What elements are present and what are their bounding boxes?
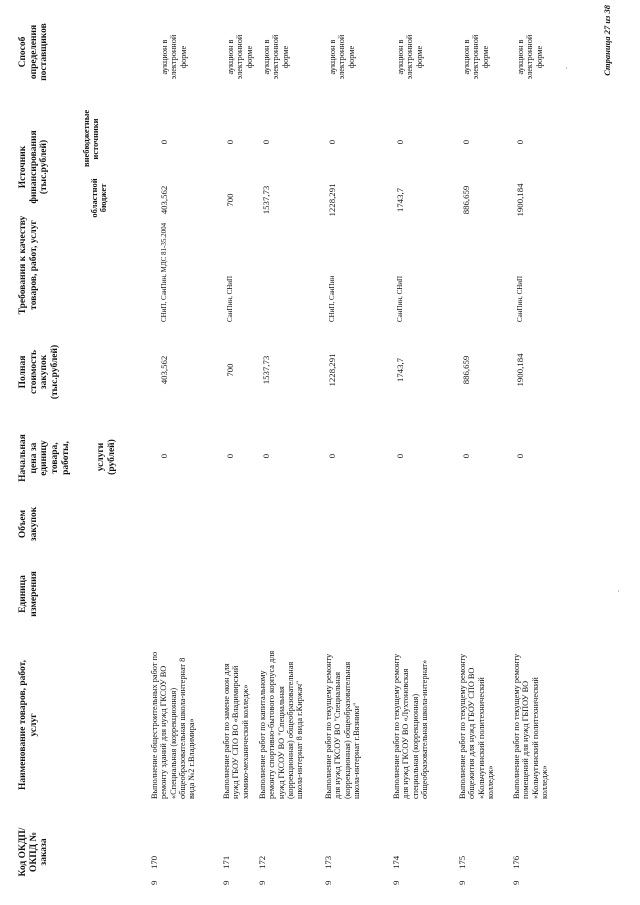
row-170-code: 9 xyxy=(149,880,159,885)
row-173-code: 9 xyxy=(323,880,333,885)
row-174-name: Выполнение работ по текущему ремонту для нужд ГКСОУ ВО «Лухтоновская специальная (коррекционная) общеобразовательная школа-интернат» xyxy=(392,653,429,799)
row-174-extra: 0 xyxy=(395,139,405,145)
row-176-full: 1900,184 xyxy=(515,353,525,387)
row-176-regional: 1900,184 xyxy=(515,183,525,217)
row-171-requirements: СанПин, СНиП xyxy=(226,275,234,322)
row-170-price: 0 xyxy=(159,453,169,459)
row-171-name: Выполнение работ по замене окон для нужд ГБОУ СПО ВО «Владимирский химико-механический колледж» xyxy=(222,663,250,799)
row-175-code: 9 xyxy=(457,880,467,885)
row-174-method: аукцион в электронной форме xyxy=(396,34,424,80)
row-176-extra: 0 xyxy=(515,139,525,145)
row-172-code: 9 xyxy=(257,880,267,885)
row-171-full: 700 xyxy=(225,363,235,377)
row-173-regional: 1228,291 xyxy=(327,183,337,217)
header-source-extra: внебюджетные источники xyxy=(81,109,101,167)
row-172-regional: 1537,73 xyxy=(261,185,271,215)
row-172-number: 172 xyxy=(257,855,267,869)
row-172-extra: 0 xyxy=(261,139,271,145)
row-174-requirements: СанПин, СНиП xyxy=(396,275,404,322)
row-173-price: 0 xyxy=(327,453,337,459)
header-initial-price-unit: услуги (рублей) xyxy=(96,439,117,475)
row-171-regional: 700 xyxy=(225,193,235,207)
row-174-code: 9 xyxy=(391,880,401,885)
row-172-method: аукцион в электронной форме xyxy=(262,34,290,80)
row-174-regional: 1743,7 xyxy=(395,187,405,213)
row-175-price: 0 xyxy=(461,453,471,459)
scan-mark: . xyxy=(560,67,569,69)
row-174-price: 0 xyxy=(395,453,405,459)
row-173-name: Выполнение работ по текущему ремонту для нужд ГКСОУ ВО "Специальная (коррекционная) общеобразовательная школа-интернат г.Вязники" xyxy=(324,653,361,799)
row-170-number: 170 xyxy=(149,855,159,869)
row-171-price: 0 xyxy=(225,453,235,459)
row-173-requirements: СНиП, СанПин xyxy=(328,275,336,322)
header-name: Наименование товаров, работ, услуг xyxy=(18,660,39,790)
header-source-regional: областной бюджет xyxy=(89,178,109,218)
row-175-regional: 886,659 xyxy=(461,185,471,215)
header-method: Способ определения поставщиков xyxy=(18,23,50,81)
row-170-requirements: СНиП, СанПин, МДС 81-35.2004 xyxy=(160,222,168,322)
row-176-method: аукцион в электронной форме xyxy=(516,34,544,80)
row-176-price: 0 xyxy=(515,453,525,459)
page-footer: Страница 27 из 38 xyxy=(602,5,612,76)
row-176-requirements: СанПин, СНиП xyxy=(516,275,524,322)
row-173-method: аукцион в электронной форме xyxy=(328,34,356,80)
row-170-method: аукцион в электронной форме xyxy=(160,34,188,80)
row-176-code: 9 xyxy=(511,880,521,885)
row-173-extra: 0 xyxy=(327,139,337,145)
header-source: Источник финансирования (тыс.рублей) xyxy=(18,130,50,204)
scan-mark: . xyxy=(612,590,621,592)
row-175-number: 175 xyxy=(457,855,467,869)
row-170-name: Выполнение общестроительных работ по ремонту зданий для нужд ГКСОУ ВО «Специальная (коррекционная) общеобразовательная школа-интернат 8 вида №2 г.Владимира» xyxy=(150,651,197,799)
header-initial-price: Начальная цена за единицу товара, работы, xyxy=(18,434,71,482)
header-code: Код ОКДП/ ОКПД № заказа xyxy=(18,827,50,877)
header-volume: Объем закупок xyxy=(18,506,39,542)
row-173-full: 1228,291 xyxy=(327,353,337,387)
row-174-full: 1743,7 xyxy=(395,357,405,383)
row-171-number: 171 xyxy=(221,855,231,869)
row-172-price: 0 xyxy=(261,453,271,459)
header-full-cost: Полная стоимость закупок (тыс.рублей) xyxy=(18,344,60,400)
row-172-name: Выполнение работ по капитальному ремонту спортивно-бытового корпуса для нужд ГКСОУ ВО "Специальная (коррекционная) общеобразовательная школа-интернат 8 вида г.Киржач" xyxy=(258,650,305,799)
row-170-full: 403,562 xyxy=(159,355,169,385)
row-171-method: аукцион в электронной форме xyxy=(226,34,254,80)
header-unit: Единица измерения xyxy=(18,571,39,617)
row-174-number: 174 xyxy=(391,855,401,869)
row-175-full: 886,659 xyxy=(461,355,471,385)
header-requirements: Требования к качеству товаров, работ, услуг xyxy=(18,215,39,315)
row-176-number: 176 xyxy=(511,855,521,869)
row-175-extra: 0 xyxy=(461,139,471,145)
row-172-full: 1537,73 xyxy=(261,355,271,385)
row-176-name: Выполнение работ по текущему ремонту помещений для нужд ГБПОУ ВО «Кольчугинский политехнический колледж» xyxy=(512,653,549,799)
row-170-extra: 0 xyxy=(159,139,169,145)
row-175-name: Выполнение работ по текущему ремонту общежития для нужд ГБОУ СПО ВО «Кольчугинский политехнический колледж» xyxy=(458,653,495,799)
row-171-extra: 0 xyxy=(225,139,235,145)
row-171-code: 9 xyxy=(221,880,231,885)
row-173-number: 173 xyxy=(323,855,333,869)
row-175-method: аукцион в электронной форме xyxy=(462,34,490,80)
row-170-regional: 403,562 xyxy=(159,185,169,215)
